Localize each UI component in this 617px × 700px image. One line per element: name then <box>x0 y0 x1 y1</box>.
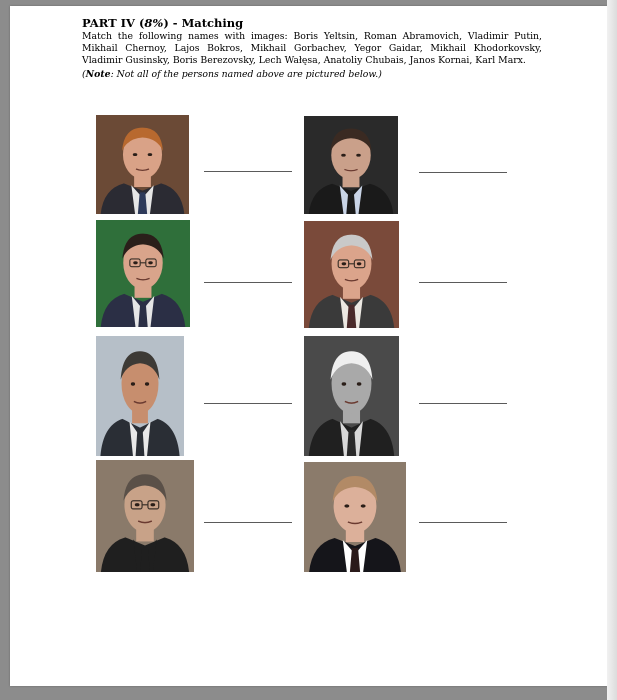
portrait-photo-6 <box>304 336 399 456</box>
portrait-photo-8 <box>304 462 406 572</box>
portrait-image <box>96 115 189 214</box>
instructions-text: Match the following names with images: Boris Yeltsin, Roman Abramovich, Vladimir Putin, Mikhail Chernoy, Lajos Bokros, Mikhail Gorbachev, Yegor Gaidar, Mikhail Khodorkovsky, Vladimir Gusinsky, Boris Berezovsky, Lech Wałęsa, Anatoliy Chubais, Janos Kornai, Karl Marx. <box>82 31 542 66</box>
answer-blank-1[interactable] <box>204 171 292 172</box>
eye-right <box>356 154 361 157</box>
portrait-photo-1 <box>96 115 189 214</box>
answer-blank-2[interactable] <box>419 172 507 173</box>
eye-left <box>342 382 347 385</box>
answer-blank-7[interactable] <box>204 522 292 523</box>
portrait-photo-7 <box>96 460 194 572</box>
portrait-image <box>304 221 399 328</box>
answer-blank-6[interactable] <box>419 403 507 404</box>
eye-right <box>357 262 362 265</box>
part-title-prefix: PART IV ( <box>82 16 145 30</box>
part-title-suffix: ) - Matching <box>163 16 244 30</box>
note-text <box>82 69 542 81</box>
eye-left <box>133 153 137 156</box>
part-title-percent: 8% <box>144 16 164 30</box>
eye-right <box>148 153 152 156</box>
answer-blank-5[interactable] <box>204 403 292 404</box>
worksheet-page <box>10 6 608 686</box>
eye-left <box>342 262 347 265</box>
eye-right <box>145 382 149 385</box>
note-open: ( <box>82 69 86 80</box>
part-header <box>82 16 542 81</box>
answer-blank-4[interactable] <box>419 282 507 283</box>
portrait-photo-2 <box>304 116 398 214</box>
eye-left <box>133 261 138 264</box>
portrait-image <box>304 462 406 572</box>
portrait-image <box>96 460 194 572</box>
eye-left <box>341 154 346 157</box>
note-body: : Not all of the persons named above are pictured below.) <box>110 69 382 80</box>
portrait-image <box>304 336 399 456</box>
eye-right <box>150 503 155 506</box>
eye-right <box>361 504 366 507</box>
portrait-image <box>96 220 190 327</box>
background-edge <box>607 0 617 700</box>
portrait-photo-4 <box>304 221 399 328</box>
portrait-image <box>304 116 398 214</box>
note-label: Note <box>85 69 111 80</box>
eye-right <box>148 261 153 264</box>
portrait-photo-3 <box>96 220 190 327</box>
eye-left <box>135 503 140 506</box>
part-title <box>82 16 542 30</box>
portrait-photo-5 <box>96 336 184 456</box>
answer-blank-3[interactable] <box>204 282 292 283</box>
portrait-image <box>96 336 184 456</box>
eye-right <box>357 382 362 385</box>
answer-blank-8[interactable] <box>419 522 507 523</box>
eye-left <box>131 382 135 385</box>
eye-left <box>344 504 349 507</box>
